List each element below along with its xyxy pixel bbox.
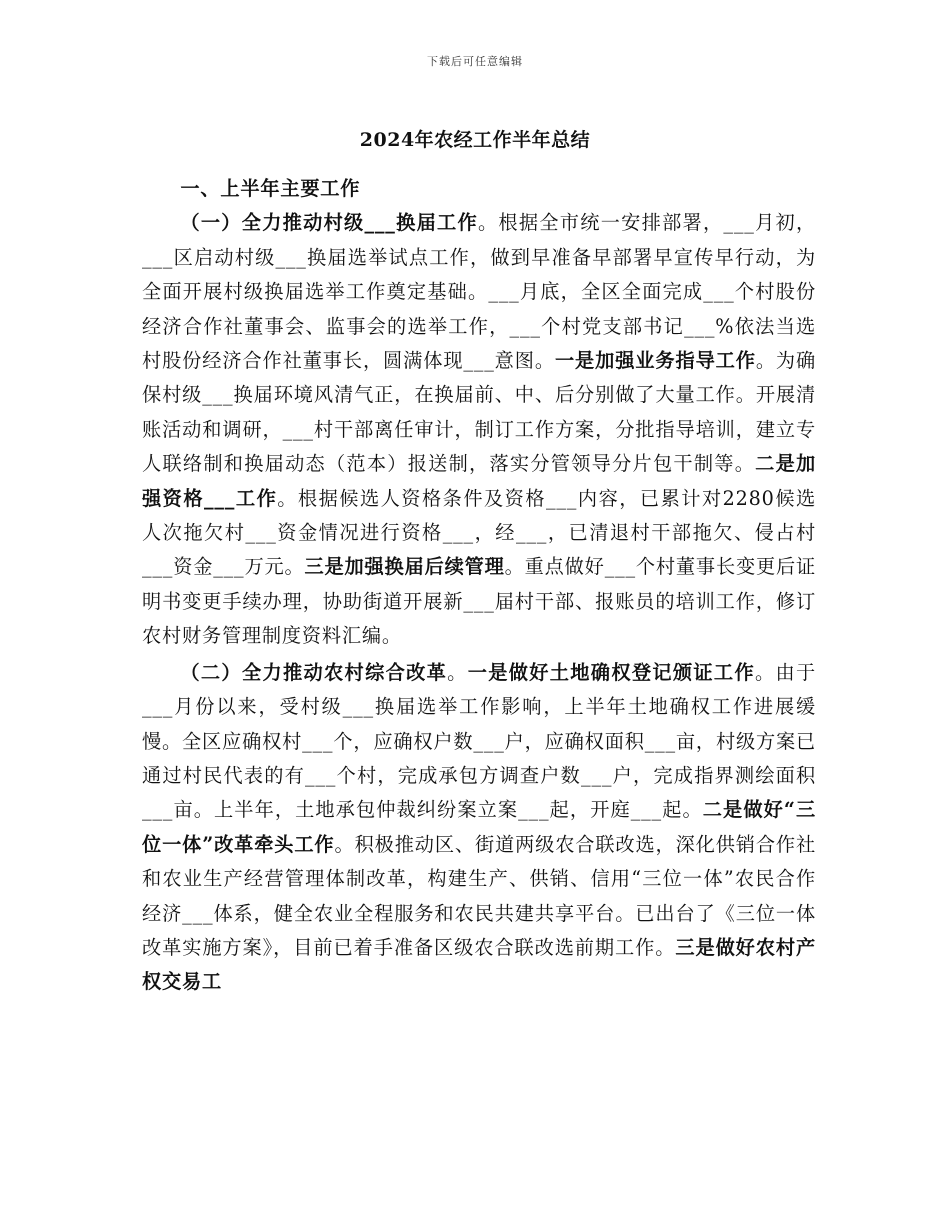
paragraph-text: 。 <box>447 660 468 684</box>
bold-phrase: 一是加强业务指导工作 <box>554 349 756 373</box>
paragraph-text: 。根据候选人资格条件及资格___内容，已累计对2280候选人次拖欠村___资金情况进行资格___，经___，已清退村干部拖欠、侵占村___资金___万元。 <box>142 486 816 579</box>
paragraph-text: 。根据全市统一安排部署，___月初，___区启动村级___换届选举试点工作，做到早准备早部署早宣传早行动，为全面开展村级换届选举工作奠定基础。___月底，全区全面完成___个村股份经济合作社董事会、监事会的选举工作，___个村党支部书记___%依法当选村股份经济合作社董事长，圆满体现___意图。 <box>142 211 816 373</box>
bold-phrase: 二是做好“三位一体”改革牵头工作 <box>142 798 816 856</box>
bold-phrase: 一是做好土地确权登记颁证工作 <box>467 660 755 684</box>
subsection-heading-1: （一）全力推动村级___换届工作 <box>180 211 478 235</box>
section-heading: 一、上半年主要工作 <box>180 177 361 200</box>
subsection-heading-2: （二）全力推动农村综合改革 <box>180 660 448 684</box>
paragraph-1 <box>142 206 816 653</box>
page-header-note: 下载后可任意编辑 <box>427 55 523 68</box>
document-body <box>142 172 816 1000</box>
paragraph-2 <box>142 656 816 1000</box>
bold-phrase: 三是加强换届后续管理 <box>304 555 505 579</box>
bold-phrase: 二是加强资格___工作 <box>142 452 817 510</box>
paragraph-text: 。重点做好___个村董事长变更后证明书变更手续办理，协助街道开展新___届村干部、报账员的培训工作，修订农村财务管理制度资料汇编。 <box>142 555 816 648</box>
paragraph-text: 。为确保村级___换届环境风清气正，在换届前、中、后分别做了大量工作。开展清账活动和调研，___村干部离任审计，制订工作方案，分批指导培训，建立专人联络制和换届动态（范本）报送制，落实分管领导分片包干制等。 <box>142 349 817 476</box>
document-title: 2024年农经工作半年总结 <box>359 129 591 151</box>
bold-phrase: 三是做好农村产权交易工 <box>142 935 817 994</box>
paragraph-text: 。由于___月份以来，受村级___换届选举工作影响，上半年土地确权工作进展缓慢。全区应确权村___个，应确权户数___户，应确权面积___亩，村级方案已通过村民代表的有___个村，完成承包方调查户数___户，完成指界测绘面积___亩。上半年，土地承包仲裁纠纷案立案___起，开庭___起。 <box>142 660 816 822</box>
paragraph-text: 。积极推动区、街道两级农合联改选，深化供销合作社和农业生产经营管理体制改革，构建生产、供销、信用“三位一体”农民合作经济___体系，健全农业全程服务和农民共建共享平台。已出台了《三位一体改革实施方案》，目前已着手准备区级农合联改选前期工作。 <box>142 832 816 959</box>
